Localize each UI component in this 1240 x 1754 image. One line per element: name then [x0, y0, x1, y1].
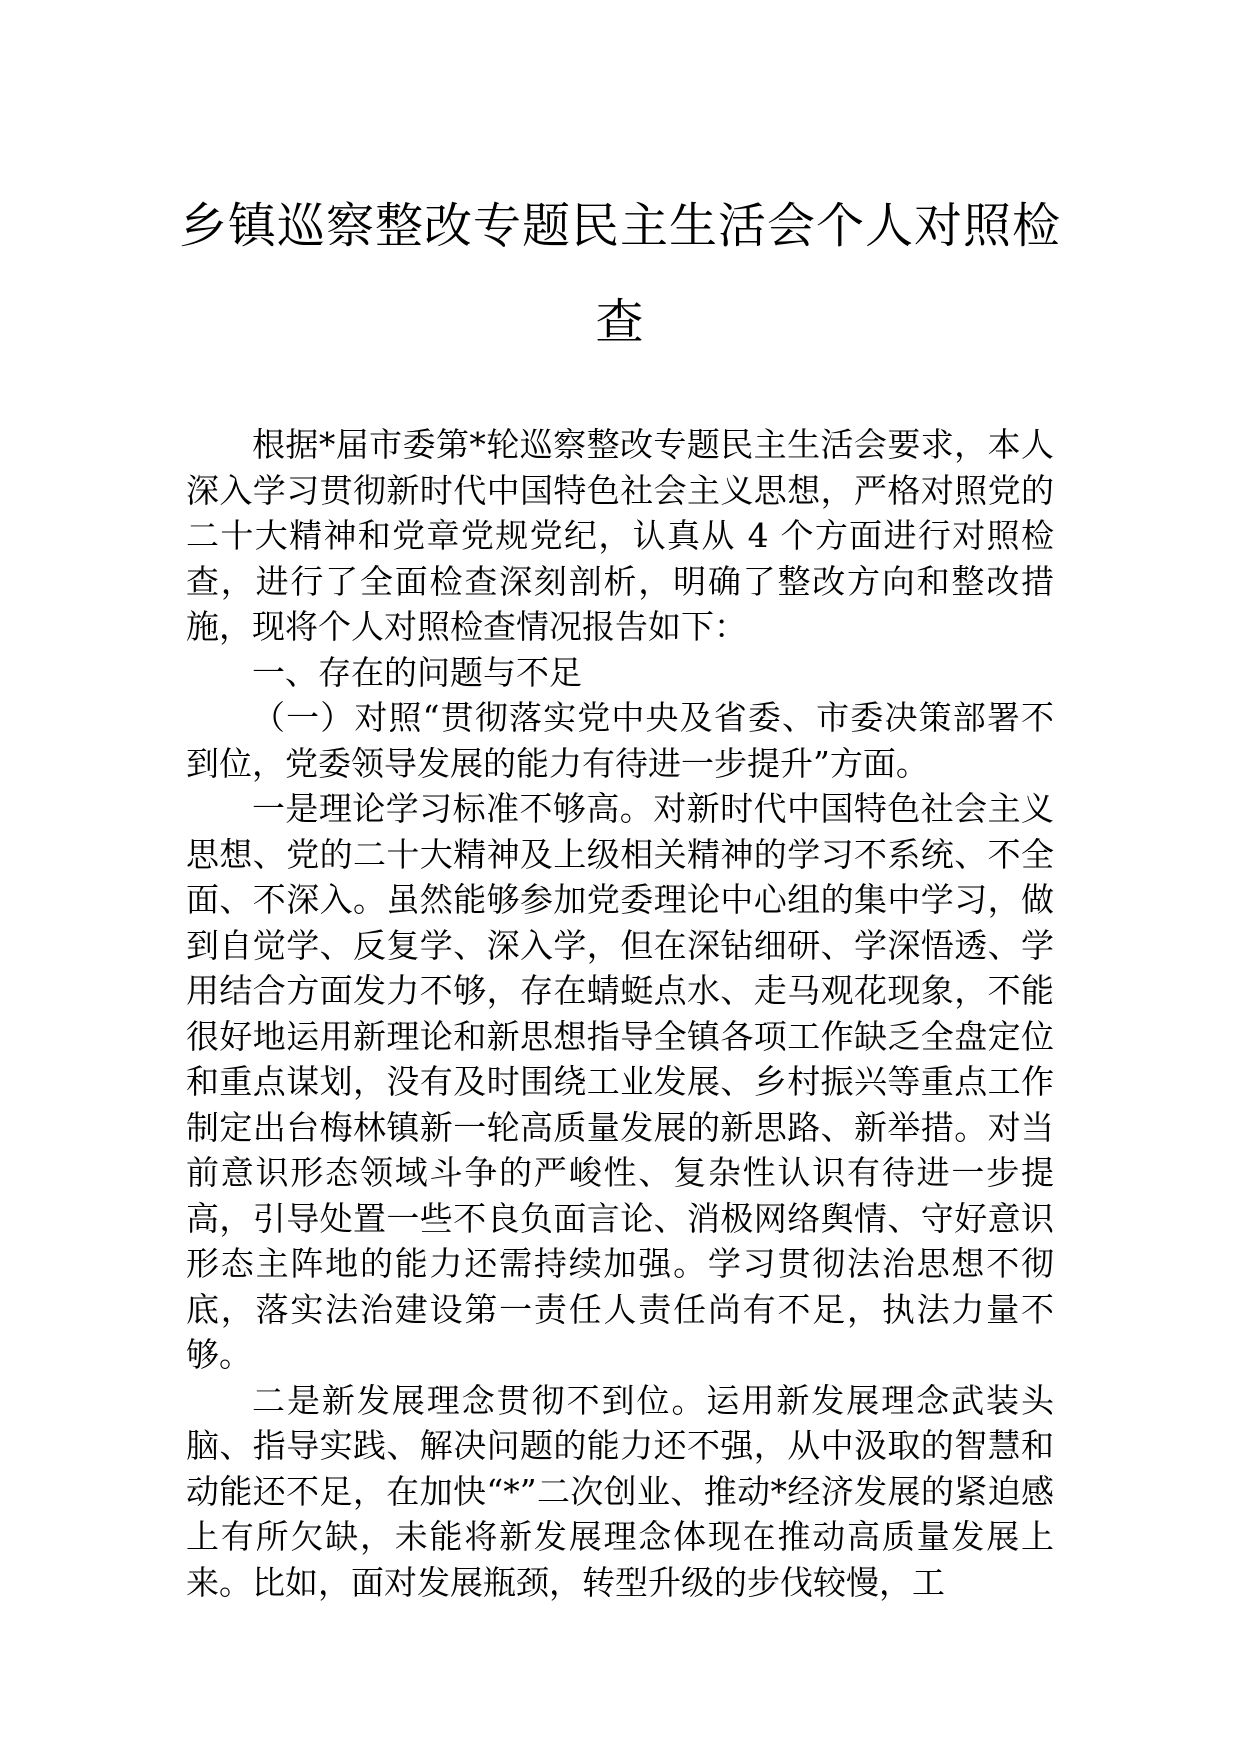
- body-paragraph: 一是理论学习标准不够高。对新时代中国特色社会主义思想、党的二十大精神及上级相关精神的学习不系统、不全面、不深入。虽然能够参加党委理论中心组的集中学习，做到自觉学、反复学、深入学，但在深钻细研、学深悟透、学用结合方面发力不够，存在蜻蜓点水、走马观花现象，不能很好地运用新理论和新思想指导全镇各项工作缺乏全盘定位和重点谋划，没有及时围绕工业发展、乡村振兴等重点工作制定出台梅林镇新一轮高质量发展的新思路、新举措。对当前意识形态领域斗争的严峻性、复杂性认识有待进一步提高，引导处置一些不良负面言论、消极网络舆情、守好意识形态主阵地的能力还需持续加强。学习贯彻法治思想不彻底，落实法治建设第一责任人责任尚有不足，执法力量不够。: [186, 789, 1054, 1374]
- document-body: [186, 422, 1054, 1605]
- intro-paragraph: 根据*届市委第*轮巡察整改专题民主生活会要求，本人深入学习贯彻新时代中国特色社会主义思想，严格对照党的二十大精神和党章党规党纪，认真从 4 个方面进行对照检查，进行了全面检查深刻剖析，明确了整改方向和整改措施，现将个人对照检查情况报告如下：: [186, 425, 1054, 646]
- subsection-heading: （一）对照“贯彻落实党中央及省委、市委决策部署不到位，党委领导发展的能力有待进一步提升”方面。: [186, 698, 1054, 783]
- body-paragraph: 二是新发展理念贯彻不到位。运用新发展理念武装头脑、指导实践、解决问题的能力还不强，从中汲取的智慧和动能还不足，在加快“*”二次创业、推动*经济发展的紧迫感上有所欠缺，未能将新发展理念体现在推动高质量发展上来。比如，面对发展瓶颈，转型升级的步伐较慢，工: [186, 1380, 1054, 1602]
- section-heading: 一、存在的问题与不足: [252, 652, 582, 692]
- document-title: 乡镇巡察整改专题民主生活会个人对照检查: [178, 198, 1061, 350]
